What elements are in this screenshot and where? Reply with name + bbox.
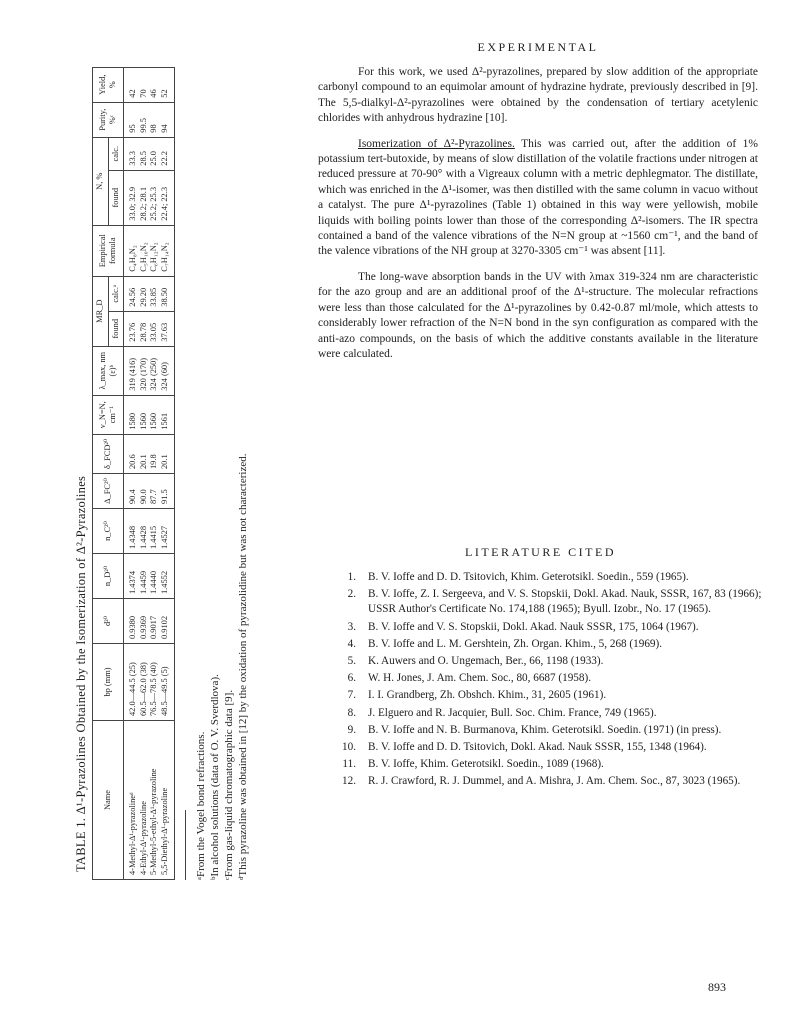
table-cell: C₇H₁₄N₂	[159, 242, 169, 272]
footnote-d: ᵈThis pyrazoline was obtained in [12] by the oxidation of pyrazolidine but was not characterized.	[237, 453, 249, 880]
reference-item	[318, 706, 763, 721]
table-1-block	[74, 50, 304, 880]
reference-text: B. V. Ioffe, Khim. Geterotsikl. Soedin., 1089 (1968).	[368, 758, 604, 771]
table-body	[124, 67, 175, 879]
col-header-dfcd: δ_FCD²⁰	[93, 434, 124, 473]
table-cell: 90.4	[128, 489, 137, 504]
table-cell: 28.78	[138, 322, 148, 342]
experimental-paragraph-2	[318, 137, 758, 260]
experimental-section	[318, 40, 758, 372]
table-cell: 1.4440	[149, 570, 158, 594]
table-cell: C₄H₈N₂	[128, 245, 137, 272]
reference-text: B. V. Ioffe and D. D. Tsitovich, Dokl. Akad. Nauk SSSR, 155, 1348 (1964).	[368, 741, 707, 754]
reference-number: 10.	[342, 741, 356, 754]
col-nd	[124, 554, 175, 599]
reference-item	[318, 587, 763, 617]
col-header-mr-calc: calc.ᵃ	[108, 276, 124, 311]
table-cell: 37.63	[159, 322, 169, 342]
col-mr-calc	[124, 276, 175, 311]
reference-text: K. Auwers and O. Ungemach, Ber., 66, 1198 (1933).	[368, 655, 604, 668]
reference-text: B. V. Ioffe and N. B. Burmanova, Khim. Geterotsikl. Soedin. (1971) (in press).	[368, 723, 722, 736]
table-cell: 33.0; 32.9	[128, 186, 137, 221]
reference-item	[318, 620, 763, 635]
table-cell: 0.9102	[159, 615, 169, 639]
table-cell: 20.6	[128, 454, 137, 469]
table-cell: 1.4552	[159, 570, 169, 594]
reference-text: B. V. Ioffe and L. M. Gershtein, Zh. Organ. Khim., 5, 268 (1969).	[368, 637, 663, 650]
col-header-mr-found: found	[108, 311, 124, 346]
col-header-lambda: λ_max, nm (ε)ᵇ	[93, 346, 124, 395]
table-cell: 22.2	[159, 151, 169, 166]
experimental-heading: EXPERIMENTAL	[477, 40, 599, 54]
table-cell: 99.5	[138, 118, 148, 133]
col-yield	[124, 67, 175, 102]
table-cell: 52	[159, 89, 169, 98]
table-cell: 60.5—62.0 (38)	[138, 662, 148, 716]
table-cell: 0.9380	[128, 615, 137, 639]
table-cell: 0.9017	[149, 615, 158, 639]
reference-number: 4.	[347, 637, 356, 650]
col-n-calc	[124, 137, 175, 170]
col-density	[124, 599, 175, 644]
reference-item	[318, 570, 763, 585]
table-cell: 1.4415	[149, 525, 158, 549]
table-cell: 76.5—78.5 (40)	[149, 662, 158, 716]
reference-text: B. V. Ioffe, Z. I. Sergeeva, and V. S. Stopskii, Dokl. Akad. Nauk, SSSR, 167, 83 (1966); USSR Author's Certificate No. 174,188 (1965); Byull. Izobr., No. 17 (1965).	[368, 588, 762, 616]
reference-number: 2.	[347, 588, 356, 601]
col-header-nd: n_D²⁰	[93, 554, 124, 599]
col-name	[124, 721, 175, 880]
footnote-b: ᵇIn alcohol solutions (data of O. V. Sverdlova).	[209, 674, 221, 880]
table-cell: 25.0	[149, 151, 158, 166]
col-header-yield: Yield, %	[93, 67, 124, 102]
reference-item	[318, 723, 763, 738]
col-header-nc: n_C²⁰	[93, 509, 124, 554]
table-cell: 5,5-Diethyl-Δ¹-pyrazoline	[159, 787, 169, 875]
table-cell: 324 (250)	[149, 357, 158, 391]
experimental-paragraph-3: The long-wave absorption bands in the UV with λmax 319-324 nm are characteristic for the azo group and are an additional proof of the Δ¹-structure. The molecular refractions were less than those calculated for the Δ¹-pyrazolines by 0.42-0.87 ml/mole, which attests to considerably lower refraction of the N=N bond in the syn configuration as compared with the anti-azo compounds, on the basis of which the additive constants available in the literature were calculated.	[318, 270, 758, 360]
reference-text: I. I. Grandberg, Zh. Obshch. Khim., 31, 2605 (1961).	[368, 689, 607, 702]
table-cell: 1560	[138, 412, 148, 430]
table-1	[92, 67, 175, 880]
table-cell: 20.1	[138, 454, 148, 469]
table-cell: 90.0	[138, 489, 148, 504]
table-cell: 46	[149, 89, 158, 98]
col-header-nu-nn: ν_N=N, cm⁻¹	[93, 395, 124, 434]
col-header-dfc: Δ_FC²⁰	[93, 474, 124, 509]
table-cell: 5-Methyl-5-ethyl-Δ¹-pyrazoline	[149, 768, 158, 875]
table-cell: 4-Methyl-Δ¹-pyrazolineᵈ	[128, 792, 137, 875]
table-cell: 1560	[149, 412, 158, 430]
table-cell: 95	[128, 124, 137, 133]
col-bp	[124, 644, 175, 721]
table-footnotes	[194, 50, 250, 880]
col-formula	[124, 225, 175, 276]
reference-text: B. V. Ioffe and V. S. Stopskii, Dokl. Akad. Nauk SSSR, 175, 1064 (1967).	[368, 620, 699, 633]
reference-item	[318, 654, 763, 669]
col-header-formula: Empirical formula	[93, 225, 124, 276]
table-cell: 42.0—44.5 (25)	[128, 662, 137, 716]
reference-text: R. J. Crawford, R. J. Dummel, and A. Mishra, J. Am. Chem. Soc., 87, 3023 (1965).	[368, 775, 741, 788]
literature-heading: LITERATURE CITED	[465, 545, 616, 559]
experimental-paragraph-2-text: This was carried out, after the addition of 1% potassium tert-butoxide, by means of slow distillation of the volatile fractions under nitrogen at reduced pressure at 70-90° with a Vigreaux column with a metric dephlegmator. The distillate, which was enriched in the Δ¹-isomer, was then distilled with the same column in vacuo without a catalyst. The pure Δ¹-pyrazolines (Table 1) obtained in this way were yellowish, mobile liquids with boiling points lower than those of the corresponding Δ²-isomers. The IR spectra contained a band of the valence vibrations of the N=N group at ~1560 cm⁻¹, and the band of the valence vibrations of the NH group at 3270-3305 cm⁻¹ was absent [11].	[318, 137, 758, 258]
page-number: 893	[708, 980, 726, 994]
reference-item	[318, 757, 763, 772]
col-header-mr: MR_D	[93, 276, 109, 346]
col-dfc	[124, 474, 175, 509]
col-nu-nn	[124, 395, 175, 434]
table-cell: 1.4459	[138, 570, 148, 594]
reference-item	[318, 740, 763, 755]
table-cell: 19.8	[149, 454, 158, 469]
table-cell: 24.56	[128, 287, 137, 307]
reference-item	[318, 688, 763, 703]
table-cell: 319 (416)	[128, 357, 137, 391]
reference-text: W. H. Jones, J. Am. Chem. Soc., 80, 6687 (1958).	[368, 672, 592, 685]
col-header-density: d²⁰	[93, 599, 124, 644]
table-cell: 1561	[159, 412, 169, 430]
reference-number: 8.	[347, 706, 356, 719]
reference-list	[318, 570, 763, 790]
table-cell: C₆H₁₂N₂	[149, 242, 158, 272]
reference-number: 11.	[342, 758, 356, 771]
col-header-bp: bp (mm)	[93, 644, 124, 721]
table-cell: 25.2; 25.3	[149, 186, 158, 221]
literature-section	[318, 545, 763, 792]
col-header-n-found: found	[108, 170, 124, 225]
col-nc	[124, 509, 175, 554]
col-header-n: N, %	[93, 137, 109, 225]
table-cell: 23.76	[128, 322, 137, 342]
reference-number: 1.	[347, 571, 356, 583]
table-cell: 98	[149, 124, 158, 133]
footnote-rule	[185, 810, 186, 880]
footnote-a: ᵃFrom the Vogel bond refractions.	[195, 731, 207, 880]
table-cell: 1.4428	[138, 525, 148, 549]
reference-item	[318, 774, 763, 789]
table-cell: 33.85	[149, 287, 158, 307]
table-cell: 38.50	[159, 287, 169, 307]
table-cell: 87.7	[149, 489, 158, 504]
table-cell: 48.5—49.5 (5)	[159, 666, 169, 716]
table-cell: C₅H₁₀N₂	[138, 242, 148, 272]
table-cell: 1.4348	[128, 525, 137, 549]
table-cell: 29.20	[138, 287, 148, 307]
col-dfcd	[124, 434, 175, 473]
table-cell: 33.3	[128, 151, 137, 166]
table-cell: 324 (60)	[159, 362, 169, 391]
col-header-purity: Purity, %ᶜ	[93, 102, 124, 137]
runin-heading-isomerization: Isomerization of Δ²-Pyrazolines.	[358, 137, 515, 150]
reference-item	[318, 637, 763, 652]
col-header-name: Name	[93, 721, 124, 880]
table-cell: 1.4527	[159, 525, 169, 549]
experimental-paragraph-1: For this work, we used Δ²-pyrazolines, prepared by slow addition of the appropriate carbonyl compound to an equimolar amount of hydrazine hydrate, previously described in [9]. The 5,5-dialkyl-Δ²-pyrazolines were obtained by the condensation of tertiary acetylenic chlorides with anhydrous hydrazine [10].	[318, 66, 758, 125]
reference-text: J. Elguero and R. Jacquier, Bull. Soc. Chim. France, 749 (1965).	[368, 706, 657, 719]
col-header-n-calc: calc.	[108, 137, 124, 170]
col-n-found	[124, 170, 175, 225]
table-cell: 1580	[128, 412, 137, 430]
col-lambda	[124, 346, 175, 395]
table-cell: 320 (170)	[138, 357, 148, 391]
table-cell: 0.9369	[138, 615, 148, 639]
table-cell: 4-Ethyl-Δ¹-pyrazoline	[138, 801, 148, 875]
table-cell: 91.5	[159, 489, 169, 504]
reference-number: 9.	[347, 723, 356, 736]
reference-number: 12.	[342, 775, 356, 788]
table-cell: 1.4374	[128, 570, 137, 594]
reference-number: 3.	[347, 620, 356, 633]
table-cell: 22.4; 22.3	[159, 186, 169, 221]
reference-text: B. V. Ioffe and D. D. Tsitovich, Khim. Geterotsikl. Soedin., 559 (1965).	[368, 571, 689, 583]
col-purity	[124, 102, 175, 137]
table-cell: 42	[128, 89, 137, 98]
col-mr-found	[124, 311, 175, 346]
reference-number: 6.	[347, 672, 356, 685]
table-cell: 28.2; 28.1	[138, 186, 148, 221]
reference-number: 7.	[347, 689, 356, 702]
table-cell: 33.05	[149, 322, 158, 342]
reference-number: 5.	[347, 655, 356, 668]
footnote-c: ᶜFrom gas-liquid chromatographic data [9].	[223, 689, 235, 880]
table-cell: 28.5	[138, 151, 148, 166]
table-cell: 70	[138, 89, 148, 98]
table-cell: 94	[159, 124, 169, 133]
table-caption: TABLE 1. Δ¹-Pyrazolines Obtained by the Isomerization of Δ²-Pyrazolines	[74, 475, 88, 872]
table-cell: 20.1	[159, 454, 169, 469]
reference-item	[318, 671, 763, 686]
